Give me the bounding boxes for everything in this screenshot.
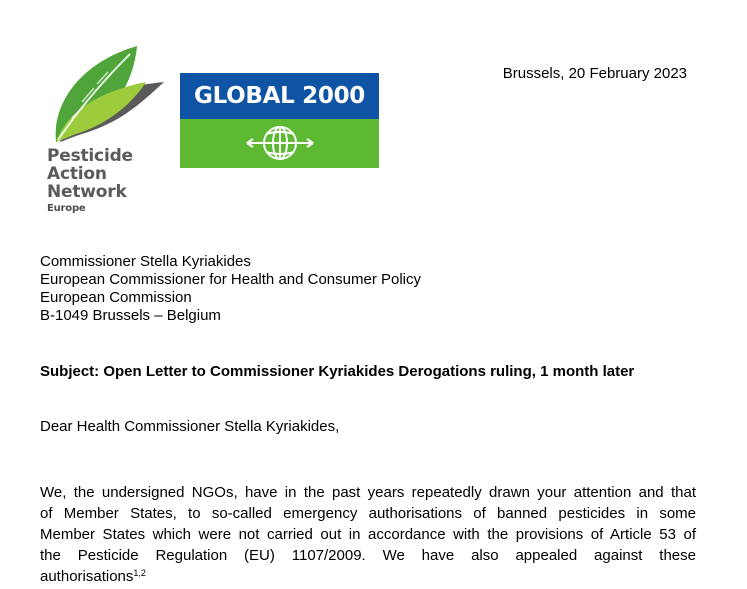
paragraph-line: of Member States, to so-called emergency authorisations of banned pesticides in some	[40, 505, 696, 522]
paragraph-last-line	[40, 566, 696, 587]
footnote-reference[interactable]: 1,2	[133, 568, 146, 578]
paragraph-line: authorisations	[40, 568, 134, 585]
body-paragraph	[40, 482, 696, 587]
paragraph-line: We, the undersigned NGOs, have in the past years repeatedly drawn your attention and that	[40, 484, 696, 501]
pan-logo-line3: Network	[47, 182, 127, 202]
recipient-address	[40, 253, 421, 325]
pan-europe-logo	[42, 42, 172, 222]
letter-date: Brussels, 20 February 2023	[502, 65, 687, 82]
pan-logo-line1: Pesticide	[47, 146, 133, 166]
globe-icon	[245, 121, 315, 165]
pan-logo-line2: Action	[47, 164, 107, 184]
leaf-icon	[42, 42, 172, 152]
letter-greeting: Dear Health Commissioner Stella Kyriakides,	[40, 418, 340, 435]
paragraph-line: Member States which were not carried out in accordance with the provisions of Article 53 of	[40, 526, 696, 543]
paragraph-line: the Pesticide Regulation (EU) 1107/2009. We have also appealed against these	[40, 547, 696, 564]
recipient-role: European Commissioner for Health and Consumer Policy	[40, 271, 422, 288]
recipient-name: Commissioner Stella Kyriakides	[40, 253, 251, 270]
pan-logo-line4: Europe	[47, 203, 86, 214]
recipient-address-line: B-1049 Brussels – Belgium	[40, 307, 221, 324]
global2000-title: GLOBAL 2000	[194, 83, 365, 109]
global2000-logo	[180, 73, 379, 168]
recipient-org: European Commission	[40, 289, 192, 306]
letter-subject: Subject: Open Letter to Commissioner Kyriakides Derogations ruling, 1 month later	[40, 363, 635, 380]
